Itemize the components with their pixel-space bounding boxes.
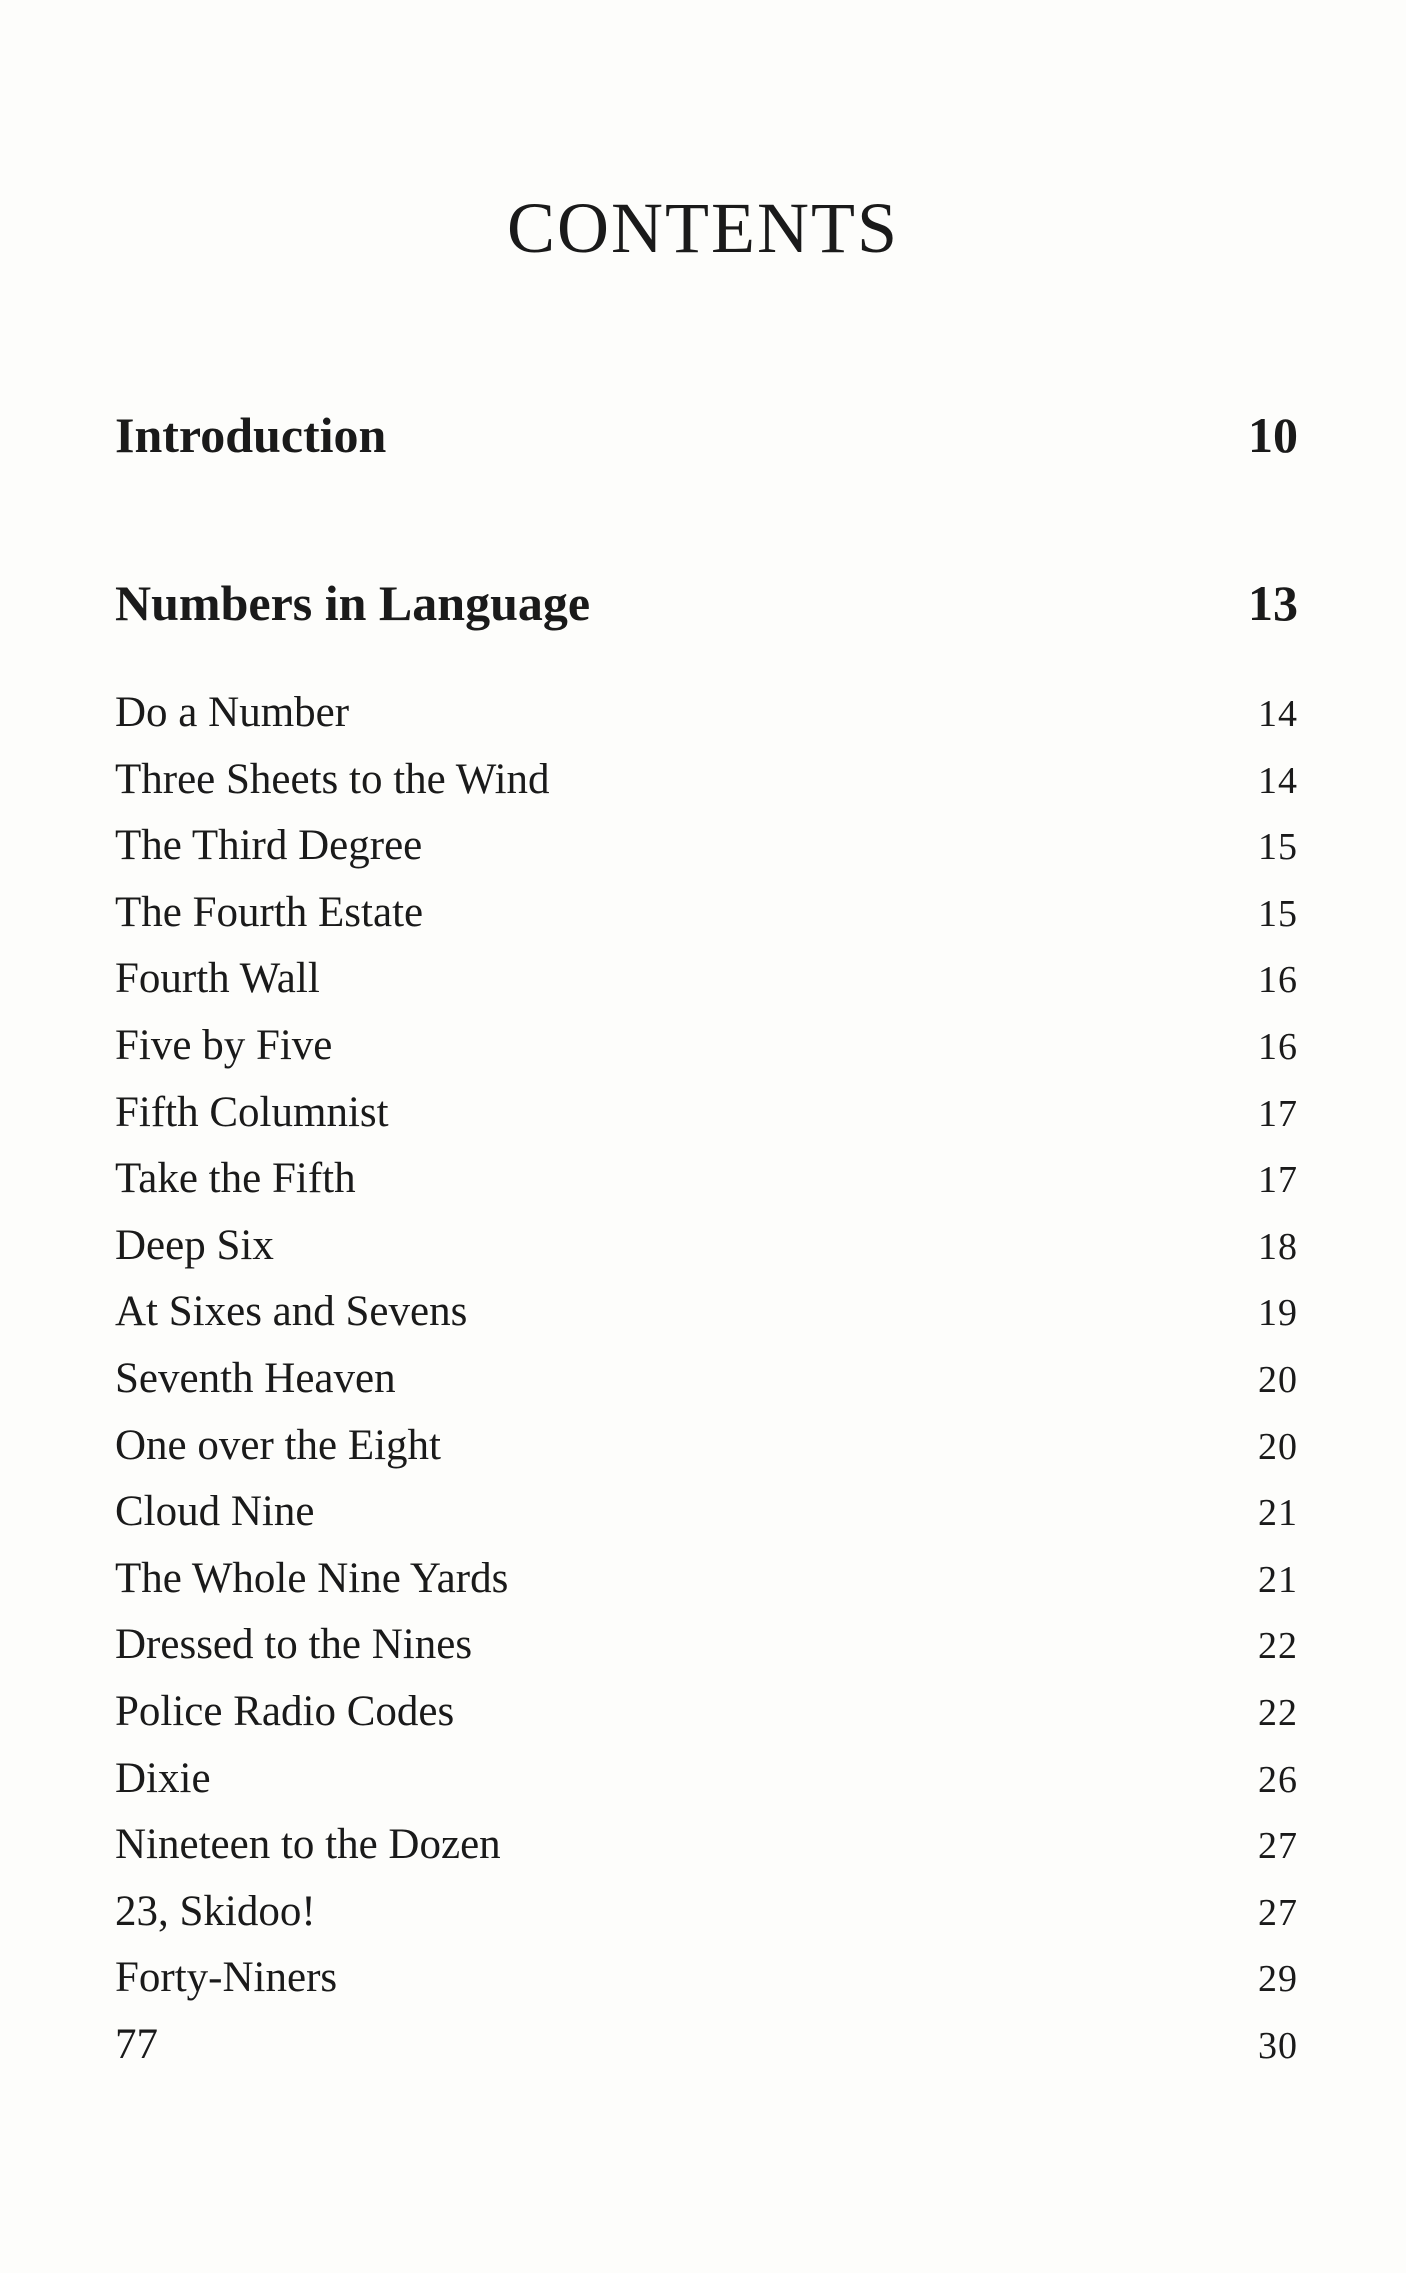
entry-page-number: 27 (1258, 1891, 1298, 1934)
entry-page-number: 14 (1258, 759, 1298, 802)
contents-entry-list (115, 680, 1298, 2078)
contents-entry[interactable] (115, 813, 1298, 880)
entry-title: The Third Degree (115, 822, 423, 870)
entry-page-number: 16 (1258, 959, 1298, 1002)
entry-title: 23, Skidoo! (115, 1887, 316, 1935)
entry-title: Nineteen to the Dozen (115, 1821, 501, 1869)
contents-entry[interactable] (115, 1080, 1298, 1147)
contents-entry[interactable] (115, 2012, 1298, 2079)
entry-page-number: 27 (1258, 1825, 1298, 1868)
entry-title: Three Sheets to the Wind (115, 755, 550, 803)
entry-title: Do a Number (115, 689, 350, 736)
section-label: Introduction (115, 407, 387, 463)
contents-entry[interactable] (115, 1013, 1298, 1080)
contents-entry[interactable] (115, 1413, 1298, 1480)
entry-title: The Fourth Estate (115, 888, 424, 936)
entry-page-number: 22 (1258, 1625, 1298, 1668)
section-label: Numbers in Language (115, 575, 591, 631)
contents-entry[interactable] (115, 1612, 1298, 1679)
contents-entry[interactable] (115, 1746, 1298, 1813)
entry-page-number: 18 (1258, 1225, 1298, 1268)
entry-title: Dressed to the Nines (115, 1621, 473, 1669)
page-title: CONTENTS (507, 188, 899, 268)
contents-entry[interactable] (115, 1479, 1298, 1546)
entry-title: Forty-Niners (115, 1954, 338, 2002)
entry-title: At Sixes and Sevens (115, 1288, 468, 1336)
contents-entry[interactable] (115, 1346, 1298, 1413)
contents-entry[interactable] (115, 1213, 1298, 1280)
entry-page-number: 14 (1258, 693, 1298, 735)
entry-title: The Whole Nine Yards (115, 1554, 509, 1602)
entry-page-number: 17 (1258, 1092, 1298, 1135)
entry-page-number: 30 (1258, 2024, 1298, 2067)
entry-title: One over the Eight (115, 1421, 441, 1469)
contents-entry[interactable] (115, 747, 1298, 814)
section-page-number: 13 (1248, 575, 1298, 631)
entry-page-number: 19 (1258, 1292, 1298, 1335)
entry-title: Fourth Wall (115, 955, 320, 1003)
entry-page-number: 17 (1258, 1159, 1298, 1202)
contents-entry[interactable] (115, 1945, 1298, 2012)
entry-title: Police Radio Codes (115, 1687, 455, 1735)
contents-entry[interactable] (115, 1879, 1298, 1946)
contents-entry[interactable] (115, 1546, 1298, 1613)
contents-entry[interactable] (115, 1812, 1298, 1879)
contents-entry[interactable] (115, 946, 1298, 1013)
entry-page-number: 15 (1258, 892, 1298, 935)
entry-title: Five by Five (115, 1021, 333, 1069)
entry-page-number: 26 (1258, 1758, 1298, 1801)
section-page-number: 10 (1248, 407, 1298, 463)
entry-title: Take the Fifth (115, 1155, 356, 1203)
contents-entry[interactable] (115, 1146, 1298, 1213)
entry-page-number: 20 (1258, 1358, 1298, 1401)
entry-page-number: 22 (1258, 1691, 1298, 1734)
contents-entry[interactable] (115, 1679, 1298, 1746)
entry-title: Fifth Columnist (115, 1088, 389, 1136)
entry-page-number: 20 (1258, 1425, 1298, 1468)
entry-title: Cloud Nine (115, 1488, 315, 1536)
entry-page-number: 16 (1258, 1025, 1298, 1068)
contents-entry[interactable] (115, 880, 1298, 947)
entry-title: 77 (115, 2020, 158, 2068)
entry-page-number: 21 (1258, 1492, 1298, 1535)
entry-page-number: 29 (1258, 1958, 1298, 2001)
section-numbers-in-language[interactable] (115, 573, 1298, 633)
section-introduction[interactable] (115, 405, 1298, 465)
entry-page-number: 15 (1258, 826, 1298, 869)
contents-entry[interactable] (115, 1279, 1298, 1346)
entry-title: Seventh Heaven (115, 1354, 396, 1402)
entry-page-number: 21 (1258, 1558, 1298, 1601)
contents-entry[interactable] (115, 680, 1298, 747)
entry-title: Dixie (115, 1754, 211, 1802)
entry-title: Deep Six (115, 1221, 274, 1269)
